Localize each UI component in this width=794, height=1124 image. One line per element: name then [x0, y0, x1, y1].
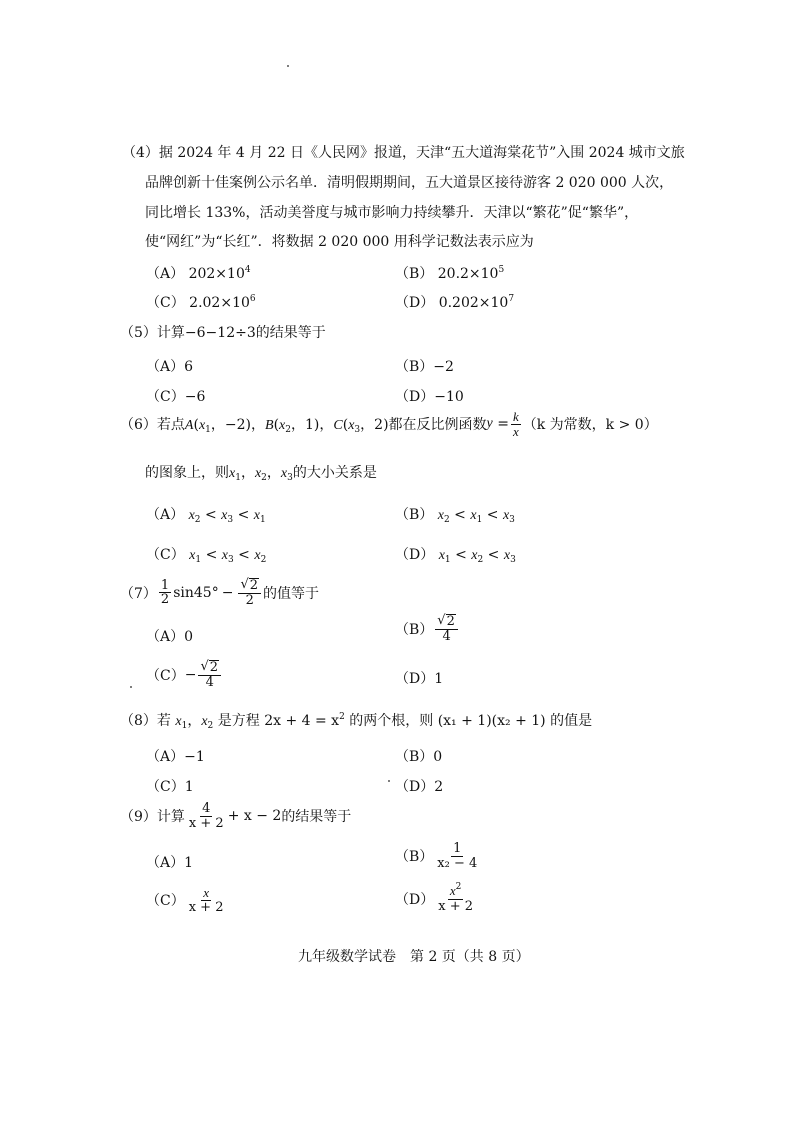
q8-stem-mid: 是方程 — [217, 713, 260, 729]
var-x: x — [280, 466, 288, 481]
var-x: x — [348, 418, 355, 434]
var-x: x — [188, 508, 195, 523]
q4-option-c[interactable] — [146, 292, 256, 312]
option-exponent: 4 — [244, 265, 251, 275]
option-value: −2 — [433, 359, 454, 375]
q8-stem-post: 的值是 — [550, 713, 593, 729]
q8-option-d[interactable] — [395, 776, 443, 796]
func-y: y — [486, 416, 493, 432]
coord-y: 1 — [305, 417, 314, 434]
option-value: 0 — [184, 629, 194, 645]
fraction-numerator: k — [512, 409, 519, 424]
var-x: x — [175, 714, 182, 729]
q9-option-a[interactable] — [146, 852, 193, 872]
q5-stem — [120, 322, 326, 342]
option-fraction — [435, 614, 458, 643]
var-x: x — [189, 548, 196, 563]
option-exponent: 7 — [508, 294, 515, 304]
q4-line-2: 品牌创新十佳案例公示名单．清明假期期间，五大道景区接待游客 2 020 000 人次， — [145, 175, 674, 191]
q6-stem-pre: （6）若点 — [120, 417, 185, 434]
var-x: x — [254, 548, 261, 563]
fraction-denominator: x₂ − 4 — [437, 855, 478, 871]
option-sign: − — [184, 666, 197, 683]
option-fraction — [436, 884, 475, 913]
subscript: 2 — [477, 555, 484, 565]
subscript: 1 — [444, 555, 451, 565]
option-label: （B） — [395, 507, 434, 523]
q4-line-3: 同比增长 133%，活动美誉度与城市影响力持续攀升．天津以“繁花”促“繁华”， — [145, 205, 639, 221]
var-x: x — [502, 508, 510, 523]
sqrt-icon: √ — [437, 613, 446, 628]
option-value: 202×10 — [188, 266, 245, 282]
option-label: （C） — [146, 893, 185, 910]
var-x: x — [471, 548, 478, 563]
subscript: 1 — [476, 515, 483, 525]
option-value: −1 — [184, 749, 205, 765]
var-x: x — [221, 508, 228, 523]
q6-stem-pre-2: 的图象上，则 — [145, 465, 229, 481]
var-x: x — [201, 714, 208, 729]
option-label: （D） — [395, 671, 435, 687]
q8-stem-mid2: 的两个根，则 — [349, 713, 434, 729]
option-value: 0.202×10 — [438, 295, 509, 311]
subscript: 3 — [354, 425, 361, 436]
q6-stem-post: 的大小关系是 — [292, 465, 377, 481]
fraction-numerator — [238, 578, 261, 594]
q6-condition: （k 为常数，k > 0） — [522, 417, 658, 434]
radicand: 2 — [249, 578, 259, 593]
fraction-numerator: 4 — [202, 801, 211, 816]
q6-option-c[interactable]: （C） $x_1 < x_3 < x_2$ — [146, 547, 267, 565]
q4-option-d[interactable] — [395, 292, 514, 312]
option-value: 1 — [184, 779, 194, 795]
option-value: 2 — [434, 779, 444, 795]
q7-stem — [120, 578, 319, 607]
q6-stem-line-2: 的图象上，则$x_1$，$x_2$，$x_3$的大小关系是 — [145, 465, 377, 483]
fraction-denominator: 2 — [160, 592, 170, 608]
fraction-denominator: x + 2 — [188, 815, 224, 831]
subscript: 3 — [227, 555, 234, 565]
q8-equation: 2x + 4 = x — [264, 713, 340, 729]
q6-option-b[interactable]: （B） $x_2 < x_1 < x_3$ — [395, 507, 515, 525]
q4-option-a[interactable] — [146, 263, 251, 283]
q6-function-fraction — [511, 410, 521, 438]
q5-option-b[interactable] — [395, 356, 454, 376]
q9-stem — [120, 802, 351, 830]
option-value: 6 — [184, 359, 194, 375]
subscript: 3 — [510, 555, 516, 565]
fraction-denominator: 4 — [205, 674, 214, 690]
q6-point-a: $A(x_1$，−2)， — [184, 417, 266, 436]
q6-stem-mid: 都在反比例函数 — [388, 417, 487, 434]
option-value: 1 — [184, 855, 194, 871]
subscript: 1 — [181, 721, 188, 731]
subscript: 1 — [195, 555, 202, 565]
option-label: （C） — [146, 295, 185, 311]
option-label: （C） — [146, 667, 185, 684]
q6-point-c: $C(x_3$，2) — [333, 417, 389, 436]
q8-option-a[interactable] — [146, 746, 205, 766]
q9-option-b[interactable] — [395, 842, 481, 870]
coord-y: 2 — [374, 417, 384, 434]
q6-option-a[interactable]: （A） $x_2 < x_3 < x_1$ — [146, 507, 266, 525]
option-exponent: 5 — [498, 265, 505, 275]
q8-stem-pre: （8）若 — [120, 713, 171, 729]
q4-line-1: （4）据 2024 年 4 月 22 日《人民网》报道，天津“五大道海棠花节”入围 2024 城市文旅 — [122, 145, 685, 161]
q5-stem-post: 的结果等于 — [255, 325, 326, 341]
option-label: （B） — [395, 359, 434, 375]
var-x: x — [254, 466, 262, 481]
option-label: （B） — [395, 749, 434, 765]
q7-label: （7） — [120, 585, 157, 602]
option-fraction — [198, 660, 221, 689]
scan-speck — [287, 65, 289, 67]
var-x: x — [198, 418, 206, 434]
option-label: （A） — [146, 749, 185, 765]
option-label: （A） — [146, 507, 185, 523]
fraction-denominator: x + 2 — [438, 898, 473, 914]
option-label: （D） — [395, 295, 435, 311]
q5-option-d[interactable] — [395, 386, 464, 406]
subscript: 3 — [227, 515, 234, 525]
q9-option-d[interactable] — [395, 884, 477, 913]
page-footer: 九年级数学试卷 第 2 页（共 8 页） — [298, 949, 530, 965]
option-value: 1 — [434, 671, 444, 687]
q9-fraction — [187, 802, 226, 830]
option-label: （B） — [395, 621, 434, 638]
subscript: 2 — [443, 515, 450, 525]
q5-stem-pre: （5）计算 — [120, 325, 185, 341]
sqrt-icon: √ — [200, 659, 209, 674]
option-value: −6 — [184, 389, 206, 405]
fraction-numerator: x — [203, 885, 209, 900]
q5-option-c[interactable] — [146, 386, 205, 406]
fraction-numerator: 1 — [160, 577, 170, 593]
fraction-denominator: x — [512, 423, 519, 439]
fraction-numerator — [435, 614, 458, 630]
point-name: B — [265, 418, 274, 434]
q5-option-a[interactable] — [146, 356, 193, 376]
subscript: 2 — [194, 515, 201, 525]
q9-stem-post: 的结果等于 — [281, 809, 352, 826]
var-x: x — [221, 548, 228, 563]
fraction-numerator — [448, 884, 464, 900]
option-label: （B） — [395, 266, 434, 282]
radicand: 2 — [446, 614, 455, 629]
fraction-denominator: x + 2 — [188, 899, 224, 915]
subscript: 2 — [285, 425, 291, 436]
option-fraction — [435, 842, 479, 870]
q4-option-b[interactable] — [395, 263, 504, 283]
q7-stem-post: 的值等于 — [263, 585, 320, 602]
option-label: （D） — [395, 547, 435, 563]
point-name: A — [184, 418, 194, 434]
fraction-numerator: 1 — [453, 841, 462, 856]
q7-option-a[interactable] — [146, 626, 193, 646]
q7-root-fraction — [238, 578, 261, 607]
q6-stem-line-1: （6）若点 $A(x_1$，−2)， $B(x_2$，1)， $C(x_3$，2) 都在反比例函数 y = $\frac{k}{x}$ （k 为常数，k > 0） — [120, 409, 658, 439]
var-x: x — [253, 508, 260, 523]
q8-option-b[interactable] — [395, 746, 442, 766]
option-label: （C） — [146, 389, 185, 405]
var-x: x — [437, 508, 444, 523]
option-label: （C） — [146, 779, 185, 795]
q8-stem: （8）若 $x_1$，$x_2$ 是方程 $2x + 4 = x^2$ 的两个根，则 (x₁ + 1)(x₂ + 1) 的值是 — [120, 712, 593, 731]
scan-speck — [388, 780, 390, 782]
coord-y: −2 — [224, 417, 246, 434]
subscript: 1 — [259, 515, 266, 525]
option-label: （A） — [146, 266, 185, 282]
q9-option-c[interactable] — [146, 886, 227, 914]
option-value: 20.2×10 — [437, 266, 499, 282]
option-label: （B） — [395, 849, 434, 866]
option-label: （D） — [395, 779, 435, 795]
q8-option-c[interactable] — [146, 776, 194, 796]
var-x: x — [279, 418, 286, 434]
radicand: 2 — [209, 660, 219, 675]
subscript: 1 — [205, 425, 211, 436]
option-label: （A） — [146, 629, 185, 645]
q7-half-fraction — [159, 579, 171, 607]
option-value: 2.02×10 — [189, 295, 250, 311]
var-x: x — [438, 548, 445, 563]
option-value: −10 — [434, 389, 464, 405]
option-label: （D） — [395, 389, 435, 405]
var-x: x — [449, 883, 456, 898]
var-x: x — [229, 466, 236, 481]
subscript: 2 — [260, 555, 267, 565]
option-fraction — [187, 886, 226, 914]
subscript: 3 — [287, 473, 293, 483]
scan-speck — [130, 686, 132, 688]
q7-minus: − — [221, 584, 234, 601]
sqrt-icon: √ — [240, 577, 249, 592]
q9-tail: + x − 2 — [227, 808, 282, 825]
fraction-denominator: 2 — [245, 592, 254, 608]
option-label: （D） — [395, 891, 435, 908]
q7-option-c[interactable] — [146, 660, 223, 689]
option-label: （A） — [146, 855, 185, 871]
q6-option-d[interactable]: （D） $x_1 < x_2 < x_3$ — [395, 547, 516, 565]
q7-option-b[interactable] — [395, 614, 460, 643]
option-label: （A） — [146, 359, 185, 375]
subscript: 2 — [261, 473, 267, 483]
var-x: x — [503, 548, 511, 563]
subscript: 2 — [207, 721, 214, 731]
q7-sin-term: sin45° — [173, 584, 219, 601]
fraction-denominator: 4 — [442, 628, 451, 644]
exponent: 2 — [455, 882, 462, 892]
option-label: （C） — [146, 547, 185, 563]
var-x: x — [470, 508, 477, 523]
exponent: 2 — [339, 712, 345, 722]
q6-point-b: $B(x_2$，1)， — [265, 417, 334, 436]
q4-line-4: 使“网红”为“长红”．将数据 2 020 000 用科学记数法表示应为 — [145, 234, 534, 250]
option-value: 0 — [433, 749, 443, 765]
fraction-numerator — [198, 660, 221, 676]
option-exponent: 6 — [249, 294, 256, 304]
q8-product: (x₁ + 1)(x₂ + 1) — [437, 713, 546, 729]
q5-expression: −6−12÷3 — [184, 325, 256, 341]
q9-stem-pre: （9）计算 — [120, 809, 185, 826]
q7-option-d[interactable] — [395, 668, 443, 688]
subscript: 3 — [509, 515, 515, 525]
subscript: 1 — [235, 473, 241, 483]
point-name: C — [333, 418, 343, 434]
